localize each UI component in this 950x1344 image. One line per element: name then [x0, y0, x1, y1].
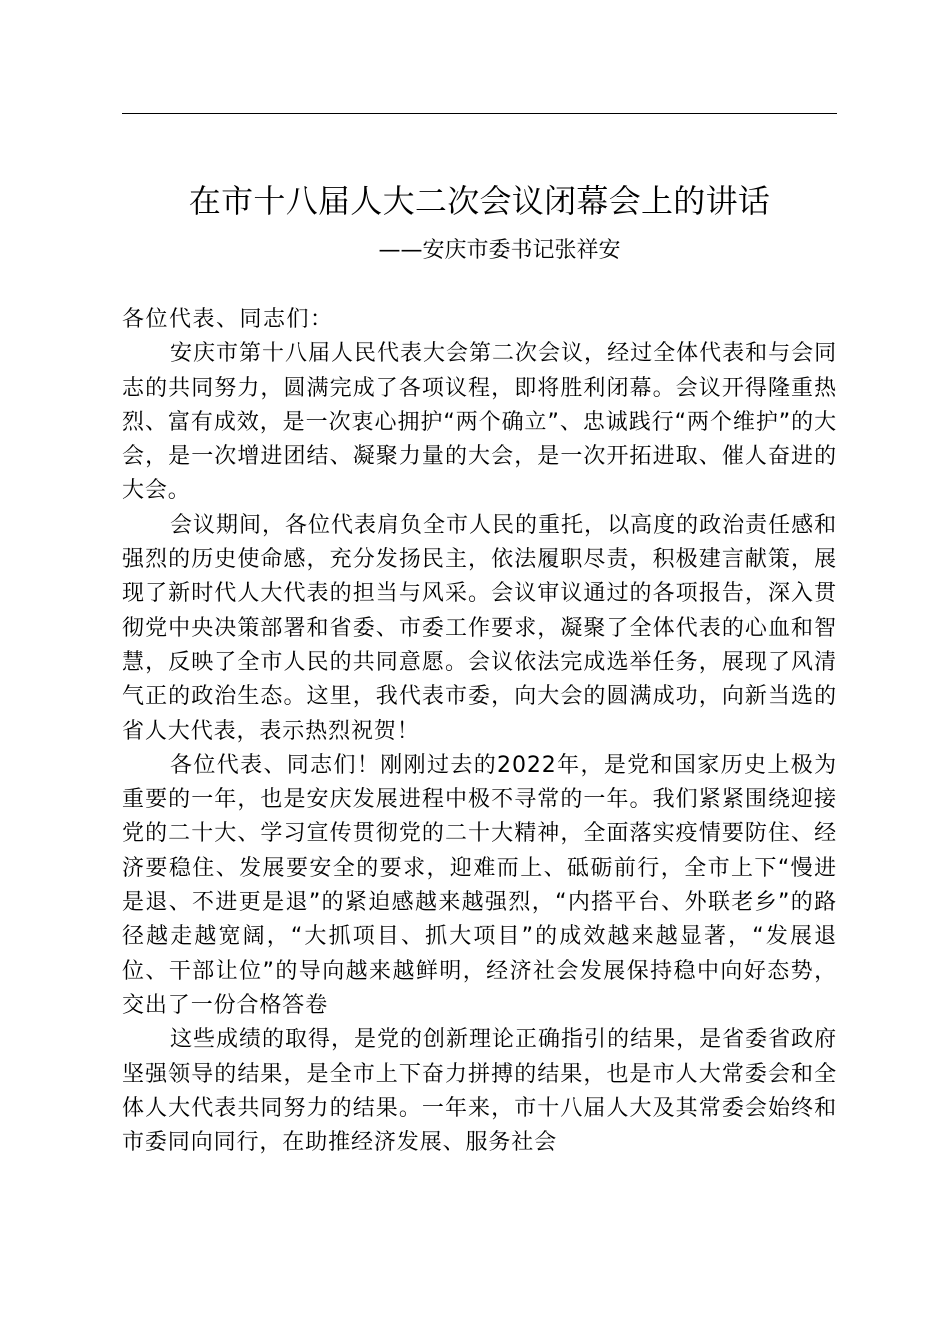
speech-body [122, 303, 837, 1160]
paragraph: 各位代表、同志们！刚刚过去的2022年，是党和国家历史上极为重要的一年，也是安庆发展进程中极不寻常的一年。我们紧紧围绕迎接党的二十大、学习宣传贯彻党的二十大精神，全面落实疫情要防住、经济要稳住、发展要安全的要求，迎难而上、砥砺前行，全市上下“慢进是退、不进更是退”的紧迫感越来越强烈，“内搭平台、外联老乡”的路径越走越宽阔，“大抓项目、抓大项目”的成效越来越显著，“发展退位、干部让位”的导向越来越鲜明，经济社会发展保持稳中向好态势，交出了一份合格答卷 [122, 752, 837, 1018]
header-rule [122, 113, 837, 114]
speech-subtitle: ——安庆市委书记张祥安 [378, 238, 621, 263]
salutation: 各位代表、同志们： [122, 307, 334, 332]
paragraph: 会议期间，各位代表肩负全市人民的重托，以高度的政治责任感和强烈的历史使命感，充分发扬民主，依法履职尽责，积极建言献策，展现了新时代人大代表的担当与风采。会议审议通过的各项报告，深入贯彻党中央决策部署和省委、市委工作要求，凝聚了全体代表的心血和智慧，反映了全市人民的共同意愿。会议依法完成选举任务，展现了风清气正的政治生态。这里，我代表市委，向大会的圆满成功，向新当选的省人大代表，表示热烈祝贺！ [122, 512, 837, 744]
paragraph: 这些成绩的取得，是党的创新理论正确指引的结果，是省委省政府坚强领导的结果，是全市上下奋力拼搏的结果，也是市人大常委会和全体人大代表共同努力的结果。一年来，市十八届人大及其常委会始终和市委同向同行，在助推经济发展、服务社会 [122, 1027, 837, 1156]
speech-title: 在市十八届人大二次会议闭幕会上的讲话 [188, 182, 771, 220]
paragraph: 安庆市第十八届人民代表大会第二次会议，经过全体代表和与会同志的共同努力，圆满完成了各项议程，即将胜利闭幕。会议开得隆重热烈、富有成效，是一次衷心拥护“两个确立”、忠诚践行“两个维护”的大会，是一次增进团结、凝聚力量的大会，是一次开拓进取、催人奋进的大会。 [122, 341, 837, 504]
